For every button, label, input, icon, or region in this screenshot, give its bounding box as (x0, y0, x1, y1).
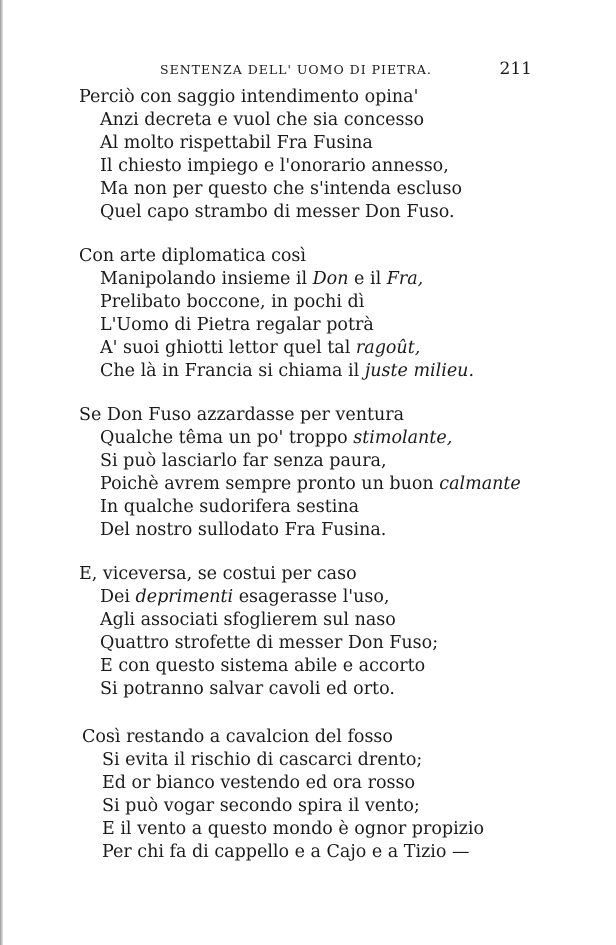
verse-line: Quel capo strambo di messer Don Fuso. (100, 202, 455, 222)
verse-line: Si potranno salvar cavoli ed orto. (100, 679, 395, 699)
verse-line: Così restando a cavalcion del fosso (82, 727, 393, 747)
verse-line: E il vento a questo mondo è ognor propizio (102, 819, 485, 839)
verse-line: Poichè avrem sempre pronto un buon calmante (100, 474, 521, 494)
verse-line: Dei deprimenti esagerasse l'uso, (100, 587, 390, 607)
verse-line: A' suoi ghiotti lettor quel tal ragoût, (100, 338, 421, 358)
verse-line: L'Uomo di Pietra regalar potrà (100, 315, 374, 335)
verse-line: Quattro strofette di messer Don Fuso; (100, 633, 439, 653)
verse-line: Ed or bianco vestendo ed ora rosso (102, 773, 416, 793)
verse-line: Manipolando insieme il Don e il Fra, (100, 269, 424, 289)
verse-line: Del nostro sullodato Fra Fusina. (100, 520, 387, 540)
verse-line: Ma non per questo che s'intenda escluso (100, 179, 463, 199)
verse-line: Al molto rispettabil Fra Fusina (100, 133, 373, 153)
verse-line: Agli associati sfoglierem sul naso (100, 610, 396, 630)
verse-line: Si evita il rischio di cascarci drento; (102, 750, 423, 770)
verse-line: Anzi decreta e vuol che sia concesso (100, 110, 424, 130)
verse-line: Si può lasciarlo far senza paura, (100, 451, 387, 471)
verse-line: Si può vogar secondo spira il vento; (102, 796, 420, 816)
verse-line: Se Don Fuso azzardasse per ventura (79, 405, 405, 425)
verse-line: Prelibato boccone, in pochi dì (100, 292, 365, 312)
page-number: 211 (499, 59, 532, 79)
verse-line: E, viceversa, se costui per caso (79, 564, 357, 584)
verse-line: Il chiesto impiego e l'onorario annesso, (100, 156, 449, 176)
page-spine-edge (0, 0, 3, 945)
page-header (160, 59, 532, 82)
running-title: SENTENZA DELL' UOMO DI PIETRA. (160, 62, 432, 77)
verse-line: Che là in Francia si chiama il juste milieu. (100, 361, 475, 381)
verse-line: Perciò con saggio intendimento opina' (79, 87, 419, 107)
verse-line: E con questo sistema abile e accorto (100, 656, 426, 676)
verse-line: In qualche sudorifera sestina (100, 497, 360, 517)
verse-line: Qualche têma un po' troppo stimolante, (100, 428, 453, 448)
verse-line: Con arte diplomatica così (79, 246, 307, 266)
verse-line: Per chi fa di cappello e a Cajo e a Tizio — (102, 842, 470, 862)
